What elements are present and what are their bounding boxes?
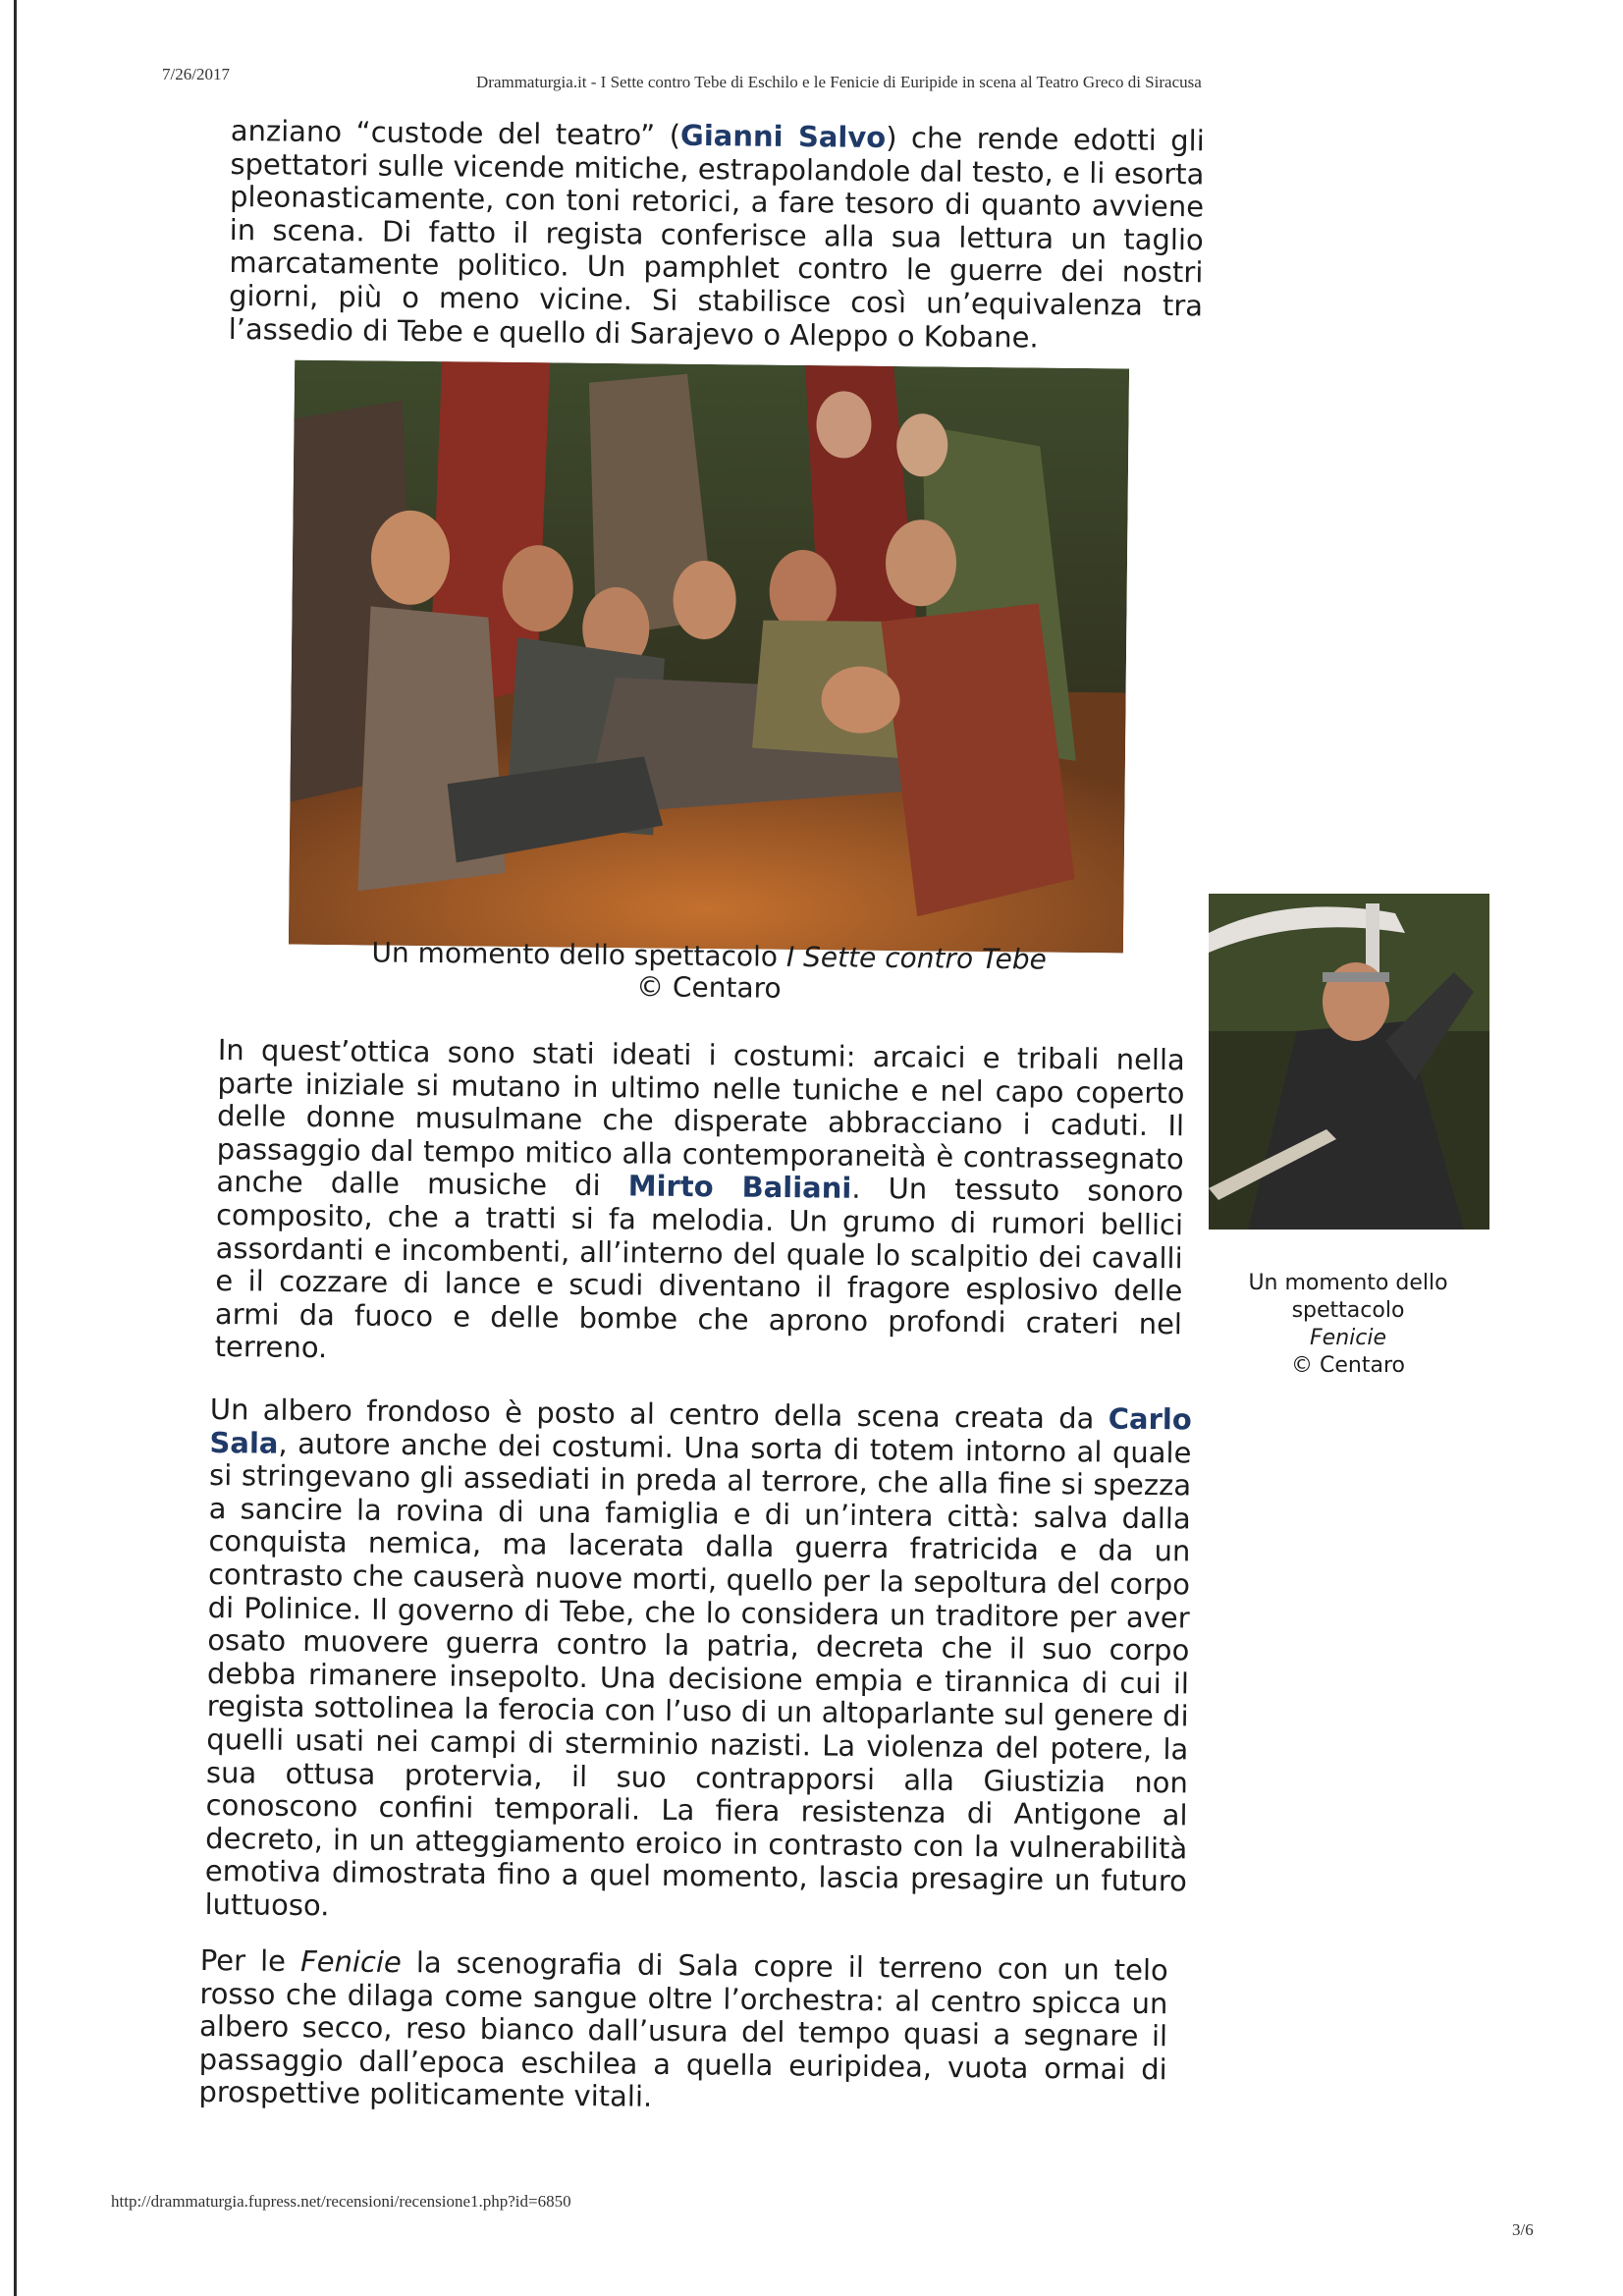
article-paragraph-3: Un albero frondoso è posto al centro della scena creata da Carlo Sala, autore anche dei costumi. Una sorta di totem intorno al quale si stringevano gli assediati in preda al terrore, che alla fine si spezza a sancire la rovina di una famiglia e di un’intera città: salva dalla conquista nemica, ma lacerata dalla guerra fratricida e da un contrasto che causerà nuove morti, quello per la sepoltura del corpo di Polinice. Il governo di Tebe, che lo considera un traditore per aver osato muovere guerra contro la patria, decreta che il suo corpo debba rimanere insepolto. Una decisione empia e tirannica di cui il regista sottolinea la ferocia con l’uso di un altoparlante sul genere di quelli usati nei campi di sterminio nazisti. La violenza del potere, la sua ottusa protervia, il suo contrapporsi alla Giustizia non conoscono confini temporali. La fiera resistenza di Antigone al decreto, in un atteggiamento eroico in contrasto con la vulnerabilità emotiva dimostrata fino a quel momento, lascia presagire un futuro luttuoso. [204, 1393, 1192, 1923]
print-footer-url: http://drammaturgia.fupress.net/recensioni/recensione1.php?id=6850 [111, 2192, 571, 2211]
photo-caption-1: Un momento dello spettacolo I Sette contro Tebe © Centaro [292, 937, 1127, 1009]
article-paragraph-1: anziano “custode del teatro” (Gianni Salvo) che rende edotti gli spettatori sulle vicende mitiche, estrapolandole dal testo, e li esorta pleonasticamente, con toni retorici, a fare tesoro di quanto avviene in scena. Di fatto il regista conferisce alla sua lettura un taglio marcatamente politico. Un pamphlet contro le guerre dei nostri giorni, più o meno vicine. Si stabilisce così un’equivalenza tra l’assedio di Tebe e quello di Sarajevo o Aleppo o Kobane. [228, 114, 1205, 355]
article-paragraph-4: Per le Fenicie la scenografia di Sala copre il terreno con un telo rosso che dilaga come sangue oltre l’orchestra: al centro spicca un albero secco, reso bianco dall’usura del tempo quasi a segnare il passaggio dall’epoca eschilea a quella euripidea, vuota ormai di prospettive politicamente vitali. [198, 1943, 1168, 2114]
article-paragraph-2: In quest’ottica sono stati ideati i costumi: arcaici e tribali nella parte iniziale si mutano in ultimo nelle tuniche e nel capo coperto delle donne musulmane che disperate abbracciano i caduti. Il passaggio dal tempo mitico alla contemporaneità è contrassegnato anche dalle musiche di Mirto Baliani. Un tessuto sonoro composito, che a tratti si fa melodia. Un grumo di rumori bellici assordanti e incombenti, all’interno del quale lo scalpitio dei cavalli e il cozzare di lance e scudi diventano il fragore esplosivo delle armi da fuoco e delle bombe che aprono profondi crateri nel terreno. [214, 1033, 1185, 1365]
print-page-number: 3/6 [1512, 2220, 1534, 2239]
photo-fenicie [1209, 894, 1489, 1230]
person-name-mirto-baliani: Mirto Baliani [627, 1169, 852, 1206]
play-title-fenicie: Fenicie [299, 1944, 403, 1980]
caption-credit: © Centaro [1291, 1353, 1405, 1378]
photo-caption-2: Un momento dello spettacolo Fenicie © Centaro [1208, 1270, 1488, 1380]
scan-edge-line [14, 0, 17, 2296]
caption-play-title: Fenicie [1310, 1326, 1386, 1350]
caption-credit: © Centaro [635, 970, 782, 1005]
photo-sette-contro-tebe [289, 360, 1129, 954]
print-date: 7/26/2017 [162, 65, 230, 83]
caption-play-title: I Sette contro Tebe [785, 940, 1047, 976]
person-name-gianni-salvo: Gianni Salvo [679, 118, 887, 154]
print-page-title: Drammaturgia.it - I Sette contro Tebe di Eschilo e le Fenicie di Euripide in scena al Teatro Greco di Siracusa [476, 73, 1202, 91]
person-name-carlo-sala: Carlo Sala [209, 1401, 1192, 1460]
